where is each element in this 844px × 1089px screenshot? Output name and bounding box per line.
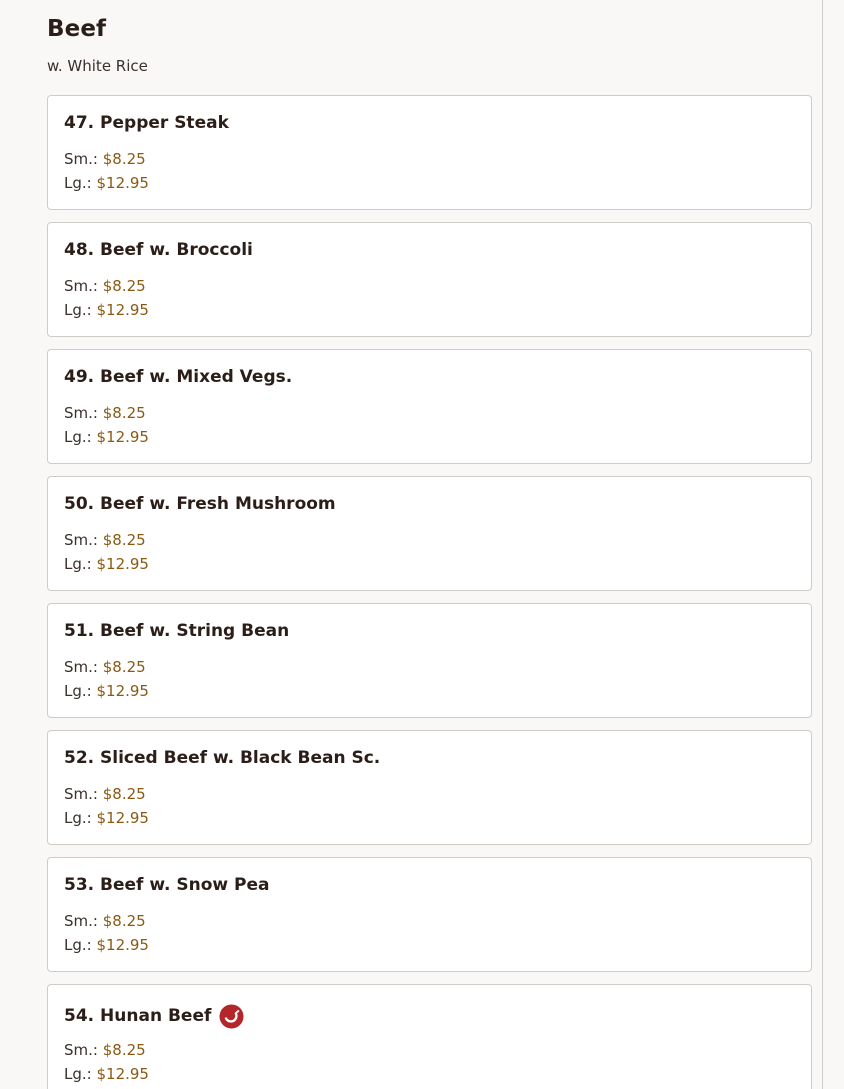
large-price: $12.95 [96, 555, 149, 573]
section-subtitle: w. White Rice [47, 57, 148, 75]
large-price-label: Lg.: [64, 809, 92, 827]
item-prices [64, 528, 795, 576]
small-price: $8.25 [102, 277, 146, 295]
chili-pepper-icon [219, 1004, 244, 1029]
large-price-row [64, 425, 795, 449]
item-name-text: 50. Beef w. Fresh Mushroom [64, 494, 336, 514]
small-price: $8.25 [102, 658, 146, 676]
large-price: $12.95 [96, 936, 149, 954]
large-price-row [64, 933, 795, 957]
small-price-row [64, 147, 795, 171]
item-name [64, 747, 795, 769]
large-price-label: Lg.: [64, 936, 92, 954]
small-price-label: Sm.: [64, 658, 98, 676]
small-price-label: Sm.: [64, 785, 98, 803]
small-price-label: Sm.: [64, 150, 98, 168]
small-price-row [64, 655, 795, 679]
large-price-row [64, 171, 795, 195]
item-prices [64, 782, 795, 830]
small-price-label: Sm.: [64, 912, 98, 930]
large-price-row [64, 679, 795, 703]
item-name [64, 493, 795, 515]
large-price-row [64, 298, 795, 322]
item-name-text: 52. Sliced Beef w. Black Bean Sc. [64, 748, 381, 768]
small-price-row [64, 274, 795, 298]
large-price-row [64, 552, 795, 576]
large-price-row [64, 806, 795, 830]
item-name-text: 49. Beef w. Mixed Vegs. [64, 367, 293, 387]
item-prices [64, 147, 795, 195]
menu-item[interactable] [47, 222, 812, 337]
large-price: $12.95 [96, 301, 149, 319]
large-price: $12.95 [96, 428, 149, 446]
item-name [64, 239, 795, 261]
item-name-text: 51. Beef w. String Bean [64, 621, 290, 641]
small-price-row [64, 782, 795, 806]
item-name [64, 366, 795, 388]
small-price: $8.25 [102, 785, 146, 803]
small-price-row [64, 528, 795, 552]
small-price-row [64, 909, 795, 933]
column-divider [822, 0, 823, 1089]
large-price-row [64, 1062, 795, 1086]
item-name [64, 874, 795, 896]
menu-item[interactable] [47, 730, 812, 845]
item-name [64, 1001, 795, 1031]
large-price-label: Lg.: [64, 301, 92, 319]
small-price: $8.25 [102, 531, 146, 549]
small-price-row [64, 1038, 795, 1062]
menu-item[interactable] [47, 476, 812, 591]
small-price: $8.25 [102, 150, 146, 168]
large-price-label: Lg.: [64, 682, 92, 700]
menu-item[interactable] [47, 984, 812, 1089]
item-prices [64, 1038, 795, 1086]
section-title: Beef [47, 16, 107, 42]
small-price-label: Sm.: [64, 1041, 98, 1059]
menu-item[interactable] [47, 603, 812, 718]
large-price-label: Lg.: [64, 174, 92, 192]
item-prices [64, 401, 795, 449]
item-name-text: 48. Beef w. Broccoli [64, 240, 253, 260]
small-price-label: Sm.: [64, 277, 98, 295]
small-price-row [64, 401, 795, 425]
item-name [64, 112, 795, 134]
large-price: $12.95 [96, 174, 149, 192]
menu-item[interactable] [47, 95, 812, 210]
menu-item[interactable] [47, 857, 812, 972]
small-price-label: Sm.: [64, 531, 98, 549]
large-price: $12.95 [96, 809, 149, 827]
item-prices [64, 274, 795, 322]
large-price: $12.95 [96, 1065, 149, 1083]
item-name-text: 53. Beef w. Snow Pea [64, 875, 270, 895]
item-name-text: 54. Hunan Beef [64, 1006, 212, 1026]
large-price-label: Lg.: [64, 1065, 92, 1083]
menu-item-list [47, 95, 812, 1089]
small-price: $8.25 [102, 404, 146, 422]
item-name [64, 620, 795, 642]
small-price: $8.25 [102, 1041, 146, 1059]
small-price-label: Sm.: [64, 404, 98, 422]
large-price-label: Lg.: [64, 555, 92, 573]
menu-item[interactable] [47, 349, 812, 464]
large-price-label: Lg.: [64, 428, 92, 446]
large-price: $12.95 [96, 682, 149, 700]
small-price: $8.25 [102, 912, 146, 930]
item-prices [64, 909, 795, 957]
item-name-text: 47. Pepper Steak [64, 113, 229, 133]
item-prices [64, 655, 795, 703]
